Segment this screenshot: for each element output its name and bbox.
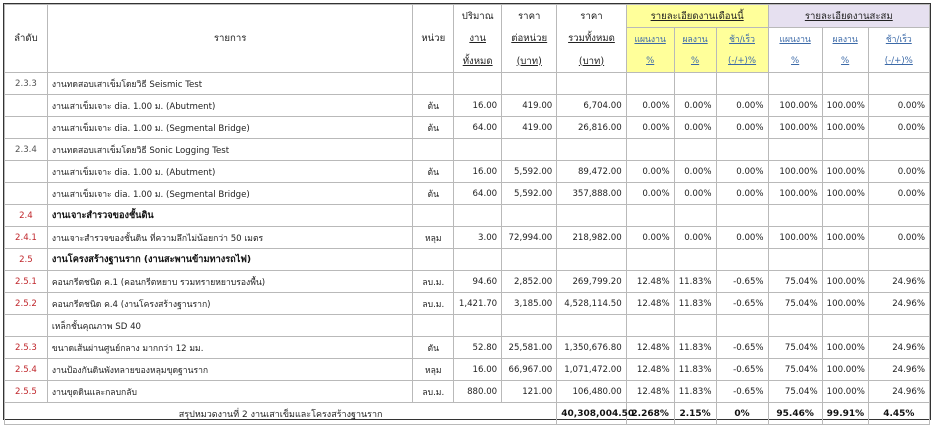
month-plan-cell: 12.48% <box>626 337 674 359</box>
cum-actual-cell: 100.00% <box>822 337 868 359</box>
cum-diff-cell: 24.96% <box>868 271 929 293</box>
empty-cell <box>822 73 868 95</box>
row-number <box>5 183 48 205</box>
total-price-cell: 1,071,472.00 <box>557 359 626 381</box>
item-description: งานเสาเข็มเจาะ dia. 1.00 ม. (Abutment) <box>47 95 412 117</box>
cum-plan-cell: 100.00% <box>768 183 822 205</box>
empty-cell <box>413 315 454 337</box>
empty-cell <box>502 73 557 95</box>
section-title: งานทดสอบเสาเข็มโดยวิธี Seismic Test <box>47 73 412 95</box>
header-cum-plan: แผนงาน <box>768 28 822 51</box>
boq-progress-sheet <box>3 3 931 420</box>
cum-diff-cell: 24.96% <box>868 293 929 315</box>
empty-cell <box>674 139 716 161</box>
cum-actual-cell: 100.00% <box>822 161 868 183</box>
month-plan-cell: 0.00% <box>626 183 674 205</box>
empty-cell <box>868 139 929 161</box>
empty-cell <box>716 249 768 271</box>
cum-plan-cell: 100.00% <box>768 227 822 249</box>
cum-plan-cell: 100.00% <box>768 117 822 139</box>
summary-cum-diff: 4.45% <box>868 403 929 425</box>
empty-cell <box>413 205 454 227</box>
section-row <box>5 249 930 271</box>
unit-cell: ต้น <box>413 117 454 139</box>
qty-cell: 880.00 <box>454 381 502 403</box>
cum-plan-cell: 75.04% <box>768 337 822 359</box>
item-description: งานเสาเข็มเจาะ dia. 1.00 ม. (Segmental Bridge) <box>47 117 412 139</box>
month-diff-cell: 0.00% <box>716 227 768 249</box>
empty-cell <box>557 315 626 337</box>
cum-diff-cell: 0.00% <box>868 95 929 117</box>
month-plan-cell: 12.48% <box>626 271 674 293</box>
header-cum-actual: ผลงาน <box>822 28 868 51</box>
empty-cell <box>674 205 716 227</box>
cum-diff-cell: 0.00% <box>868 183 929 205</box>
empty-cell <box>502 249 557 271</box>
month-actual-cell: 11.83% <box>674 359 716 381</box>
table-header <box>5 5 930 73</box>
month-actual-cell: 11.83% <box>674 271 716 293</box>
empty-cell <box>413 73 454 95</box>
unit-price-cell: 66,967.00 <box>502 359 557 381</box>
summary-month-actual: 2.15% <box>674 403 716 425</box>
table-body <box>5 73 930 403</box>
qty-cell: 1,421.70 <box>454 293 502 315</box>
row-number: 2.4 <box>5 205 48 227</box>
header-month-group: รายละเอียดงานเดือนนี้ <box>626 5 768 28</box>
row-number <box>5 95 48 117</box>
row-number: 2.5.2 <box>5 293 48 315</box>
unit-price-cell: 25,581.00 <box>502 337 557 359</box>
unit-price-cell: 3,185.00 <box>502 293 557 315</box>
total-price-cell: 269,799.20 <box>557 271 626 293</box>
empty-cell <box>868 249 929 271</box>
month-plan-cell: 0.00% <box>626 161 674 183</box>
month-diff-cell: -0.65% <box>716 293 768 315</box>
qty-cell: 3.00 <box>454 227 502 249</box>
cum-actual-cell: 100.00% <box>822 117 868 139</box>
unit-cell: ตัน <box>413 337 454 359</box>
header-cum-actual-pct: % <box>822 50 868 73</box>
empty-cell <box>822 139 868 161</box>
empty-cell <box>822 249 868 271</box>
item-row <box>5 337 930 359</box>
empty-cell <box>557 205 626 227</box>
unit-price-cell: 121.00 <box>502 381 557 403</box>
qty-cell: 52.80 <box>454 337 502 359</box>
cum-actual-cell: 100.00% <box>822 359 868 381</box>
cum-actual-cell: 100.00% <box>822 227 868 249</box>
total-price-cell: 357,888.00 <box>557 183 626 205</box>
empty-cell <box>557 249 626 271</box>
month-actual-cell: 0.00% <box>674 227 716 249</box>
unit-price-cell: 5,592.00 <box>502 161 557 183</box>
total-price-cell: 218,982.00 <box>557 227 626 249</box>
unit-cell: ลบ.ม. <box>413 293 454 315</box>
item-row <box>5 271 930 293</box>
empty-cell <box>454 315 502 337</box>
month-diff-cell: -0.65% <box>716 381 768 403</box>
cum-diff-cell: 24.96% <box>868 337 929 359</box>
header-qty-3: ทั้งหมด <box>454 50 502 73</box>
item-description: งานเสาเข็มเจาะ dia. 1.00 ม. (Segmental Bridge) <box>47 183 412 205</box>
empty-cell <box>822 315 868 337</box>
section-title: งานโครงสร้างฐานราก (งานสะพานข้ามทางรถไฟ) <box>47 249 412 271</box>
section-row <box>5 73 930 95</box>
row-number: 2.3.3 <box>5 73 48 95</box>
item-row <box>5 227 930 249</box>
item-row <box>5 359 930 381</box>
cum-diff-cell: 24.96% <box>868 381 929 403</box>
empty-cell <box>454 139 502 161</box>
empty-cell <box>626 139 674 161</box>
header-total-price-3: (บาท) <box>557 50 626 73</box>
unit-cell: ต้น <box>413 183 454 205</box>
month-plan-cell: 12.48% <box>626 359 674 381</box>
empty-cell <box>502 315 557 337</box>
cum-actual-cell: 100.00% <box>822 381 868 403</box>
total-price-cell: 4,528,114.50 <box>557 293 626 315</box>
summary-row <box>5 403 930 425</box>
item-description: งานเสาเข็มเจาะ dia. 1.00 ม. (Abutment) <box>47 161 412 183</box>
month-plan-cell: 0.00% <box>626 117 674 139</box>
empty-cell <box>674 249 716 271</box>
header-seq: ลำดับ <box>5 5 48 73</box>
summary-total: 40,308,004.50 <box>557 403 626 425</box>
section-title: เหล็กชั้นคุณภาพ SD 40 <box>47 315 412 337</box>
header-month-diff-pct: (-/+)% <box>716 50 768 73</box>
empty-cell <box>674 73 716 95</box>
empty-cell <box>626 205 674 227</box>
header-qty-1: ปริมาณ <box>454 5 502 28</box>
empty-cell <box>716 205 768 227</box>
empty-cell <box>716 139 768 161</box>
header-total-price-2: รวมทั้งหมด <box>557 28 626 51</box>
total-price-cell: 106,480.00 <box>557 381 626 403</box>
qty-cell: 16.00 <box>454 161 502 183</box>
header-month-actual-pct: % <box>674 50 716 73</box>
cum-actual-cell: 100.00% <box>822 95 868 117</box>
empty-cell <box>768 73 822 95</box>
summary-cum-actual: 99.91% <box>822 403 868 425</box>
row-number <box>5 315 48 337</box>
empty-cell <box>768 139 822 161</box>
month-plan-cell: 0.00% <box>626 95 674 117</box>
total-price-cell: 26,816.00 <box>557 117 626 139</box>
section-title: งานทดสอบเสาเข็มโดยวิธี Sonic Logging Test <box>47 139 412 161</box>
month-diff-cell: 0.00% <box>716 161 768 183</box>
item-row <box>5 293 930 315</box>
cum-diff-cell: 0.00% <box>868 227 929 249</box>
total-price-cell: 89,472.00 <box>557 161 626 183</box>
empty-cell <box>626 315 674 337</box>
summary-section <box>5 403 930 425</box>
unit-price-cell: 419.00 <box>502 95 557 117</box>
empty-cell <box>502 205 557 227</box>
month-actual-cell: 11.83% <box>674 337 716 359</box>
unit-cell: หลุม <box>413 359 454 381</box>
row-number: 2.3.4 <box>5 139 48 161</box>
unit-price-cell: 419.00 <box>502 117 557 139</box>
month-actual-cell: 0.00% <box>674 161 716 183</box>
summary-label: สรุปหมวดงานที่ 2 งานเสาเข็มและโครงสร้างฐานราก <box>5 403 557 425</box>
summary-month-diff: 0% <box>716 403 768 425</box>
qty-cell: 64.00 <box>454 183 502 205</box>
qty-cell: 64.00 <box>454 117 502 139</box>
cum-plan-cell: 75.04% <box>768 293 822 315</box>
empty-cell <box>557 73 626 95</box>
cum-plan-cell: 75.04% <box>768 381 822 403</box>
header-month-diff: ช้า/เร็ว <box>716 28 768 51</box>
header-cum-plan-pct: % <box>768 50 822 73</box>
cum-actual-cell: 100.00% <box>822 271 868 293</box>
month-actual-cell: 11.83% <box>674 293 716 315</box>
item-description: งานเจาะสำรวจของชั้นดิน ที่ความลึกไม่น้อยกว่า 50 เมตร <box>47 227 412 249</box>
month-actual-cell: 0.00% <box>674 95 716 117</box>
month-diff-cell: -0.65% <box>716 271 768 293</box>
month-diff-cell: -0.65% <box>716 337 768 359</box>
empty-cell <box>626 73 674 95</box>
unit-cell: ลบ.ม. <box>413 271 454 293</box>
month-plan-cell: 0.00% <box>626 227 674 249</box>
section-row <box>5 205 930 227</box>
header-month-plan-pct: % <box>626 50 674 73</box>
item-description: ขนาดเส้นผ่านศูนย์กลาง มากกว่า 12 มม. <box>47 337 412 359</box>
boq-table <box>4 4 930 425</box>
qty-cell: 16.00 <box>454 359 502 381</box>
header-qty-2: งาน <box>454 28 502 51</box>
empty-cell <box>502 139 557 161</box>
row-number: 2.4.1 <box>5 227 48 249</box>
row-number: 2.5 <box>5 249 48 271</box>
unit-price-cell: 5,592.00 <box>502 183 557 205</box>
month-diff-cell: 0.00% <box>716 117 768 139</box>
unit-price-cell: 2,852.00 <box>502 271 557 293</box>
empty-cell <box>413 249 454 271</box>
empty-cell <box>413 139 454 161</box>
row-number: 2.5.1 <box>5 271 48 293</box>
row-number: 2.5.5 <box>5 381 48 403</box>
item-description: งานป้องกันดินพังทลายของหลุมขุดฐานราก <box>47 359 412 381</box>
item-description: งานขุดดินและกลบกลับ <box>47 381 412 403</box>
header-cum-group: รายละเอียดงานสะสม <box>768 5 929 28</box>
header-items: รายการ <box>47 5 412 73</box>
row-number: 2.5.4 <box>5 359 48 381</box>
empty-cell <box>454 205 502 227</box>
item-row <box>5 161 930 183</box>
header-unit: หน่วย <box>413 5 454 73</box>
cum-diff-cell: 24.96% <box>868 359 929 381</box>
header-unit-price-1: ราคา <box>502 5 557 28</box>
unit-cell: ลบ.ม. <box>413 381 454 403</box>
empty-cell <box>557 139 626 161</box>
item-description: คอนกรีตชนิด ค.1 (คอนกรีตหยาบ รวมทรายหยาบรองพื้น) <box>47 271 412 293</box>
month-actual-cell: 0.00% <box>674 183 716 205</box>
empty-cell <box>716 315 768 337</box>
item-description: คอนกรีตชนิด ค.4 (งานโครงสร้างฐานราก) <box>47 293 412 315</box>
cum-plan-cell: 75.04% <box>768 271 822 293</box>
total-price-cell: 6,704.00 <box>557 95 626 117</box>
month-diff-cell: -0.65% <box>716 359 768 381</box>
item-row <box>5 95 930 117</box>
empty-cell <box>674 315 716 337</box>
item-row <box>5 183 930 205</box>
cum-plan-cell: 100.00% <box>768 95 822 117</box>
header-month-plan: แผนงาน <box>626 28 674 51</box>
unit-price-cell: 72,994.00 <box>502 227 557 249</box>
section-title: งานเจาะสำรวจของชั้นดิน <box>47 205 412 227</box>
header-cum-diff-pct: (-/+)% <box>868 50 929 73</box>
month-plan-cell: 12.48% <box>626 381 674 403</box>
row-number <box>5 117 48 139</box>
unit-cell: หลุม <box>413 227 454 249</box>
empty-cell <box>822 205 868 227</box>
item-row <box>5 381 930 403</box>
empty-cell <box>868 315 929 337</box>
cum-plan-cell: 100.00% <box>768 161 822 183</box>
month-diff-cell: 0.00% <box>716 183 768 205</box>
header-unit-price-3: (บาท) <box>502 50 557 73</box>
empty-cell <box>716 73 768 95</box>
row-number: 2.5.3 <box>5 337 48 359</box>
month-plan-cell: 12.48% <box>626 293 674 315</box>
total-price-cell: 1,350,676.80 <box>557 337 626 359</box>
qty-cell: 94.60 <box>454 271 502 293</box>
header-cum-diff: ช้า/เร็ว <box>868 28 929 51</box>
empty-cell <box>868 205 929 227</box>
month-diff-cell: 0.00% <box>716 95 768 117</box>
empty-cell <box>768 205 822 227</box>
month-actual-cell: 0.00% <box>674 117 716 139</box>
section-row <box>5 139 930 161</box>
row-number <box>5 161 48 183</box>
summary-cum-plan: 95.46% <box>768 403 822 425</box>
summary-month-plan: 2.268% <box>626 403 674 425</box>
empty-cell <box>454 249 502 271</box>
empty-cell <box>768 315 822 337</box>
cum-actual-cell: 100.00% <box>822 183 868 205</box>
empty-cell <box>454 73 502 95</box>
cum-diff-cell: 0.00% <box>868 117 929 139</box>
header-total-price-1: ราคา <box>557 5 626 28</box>
empty-cell <box>768 249 822 271</box>
section-row <box>5 315 930 337</box>
unit-cell: ต้น <box>413 95 454 117</box>
unit-cell: ต้น <box>413 161 454 183</box>
empty-cell <box>626 249 674 271</box>
month-actual-cell: 11.83% <box>674 381 716 403</box>
header-month-actual: ผลงาน <box>674 28 716 51</box>
cum-diff-cell: 0.00% <box>868 161 929 183</box>
item-row <box>5 117 930 139</box>
cum-actual-cell: 100.00% <box>822 293 868 315</box>
cum-plan-cell: 75.04% <box>768 359 822 381</box>
qty-cell: 16.00 <box>454 95 502 117</box>
header-unit-price-2: ต่อหน่วย <box>502 28 557 51</box>
empty-cell <box>868 73 929 95</box>
